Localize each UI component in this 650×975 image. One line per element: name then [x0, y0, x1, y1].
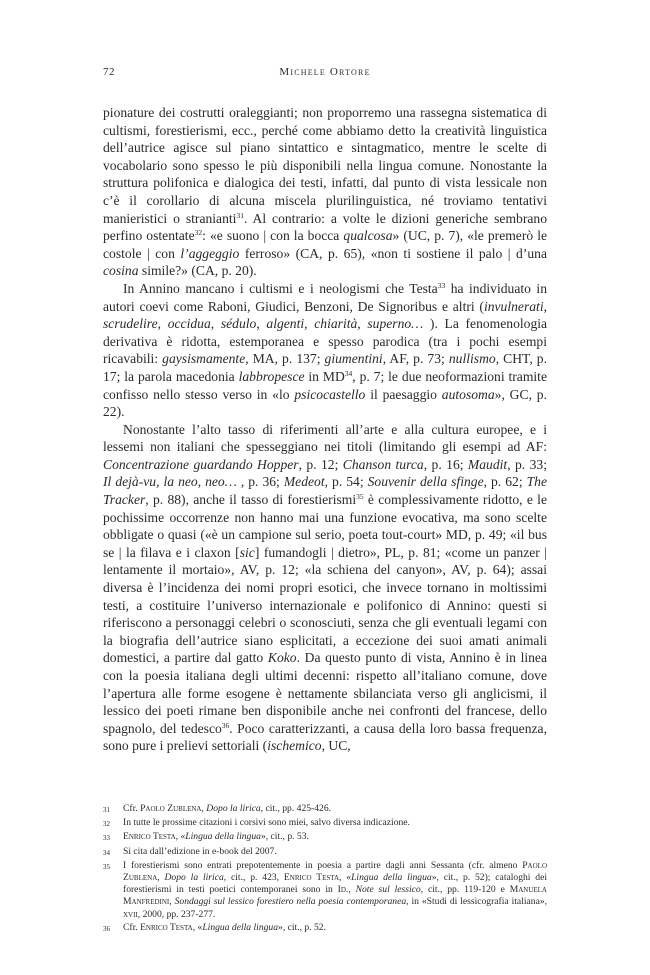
body-text	[103, 104, 547, 755]
italic-text: Dopo la lirica	[206, 803, 261, 814]
italic-text: Dopo la lirica	[164, 872, 224, 884]
text-fragment: ,	[304, 316, 315, 332]
text-fragment: , p. 36;	[236, 474, 284, 490]
italic-text: invulnerati	[483, 298, 544, 314]
text-fragment: , cit., pp. 119-120 e	[420, 884, 510, 896]
footnote-number: 34	[103, 848, 110, 857]
text-fragment: , UC,	[321, 738, 351, 754]
text-fragment: », GC, p. 22).	[103, 386, 547, 420]
footnote-reference[interactable]: 36	[221, 720, 230, 730]
text-fragment: ,	[256, 316, 267, 332]
footnote-reference[interactable]: 31	[236, 210, 244, 220]
italic-text: nullismo	[448, 351, 496, 367]
text-fragment: , p. 7; le due neoformazioni tramite confisso nello stesso verso in «lo	[103, 368, 547, 402]
page-number: 72	[103, 66, 115, 78]
italic-text: superno…	[367, 316, 424, 332]
italic-text: l’aggeggio	[180, 245, 240, 261]
text-fragment: », cit., p. 52.	[278, 921, 326, 933]
text-fragment: In tutte le prossime citazioni i corsivi sono miei, salvo diversa indicazione.	[123, 817, 410, 829]
footnote	[103, 831, 547, 844]
italic-text: qualcosa	[343, 228, 393, 244]
italic-text: labbropesce	[238, 368, 305, 384]
author-name: Enrico Testa	[283, 872, 340, 884]
text-fragment: ,	[543, 298, 547, 314]
text-fragment: », cit., p. 53.	[260, 831, 309, 843]
footnote-text	[123, 860, 547, 921]
footnote-number: 32	[103, 820, 110, 829]
text-fragment: , CHT, p. 17; la parola macedonia	[103, 351, 547, 384]
text-fragment: , p. 33;	[507, 456, 547, 472]
text-fragment: , 2000, pp. 237-277.	[137, 908, 216, 920]
text-fragment: , MA, p. 137;	[245, 351, 325, 367]
text-fragment: ferroso» (CA, p. 65), «non ti sostiene il palo | d’una	[239, 245, 547, 261]
text-fragment: . Poco caratterizzanti, a causa della loro bassa frequenza, sono pure i prelievi settoriali (	[103, 720, 547, 754]
text-fragment: ,	[348, 884, 356, 896]
running-head	[103, 66, 547, 82]
author-name: Paolo Zublena	[140, 803, 202, 814]
footnote-text	[123, 831, 547, 844]
italic-text: psicocastello	[294, 386, 366, 402]
footnote-number: 36	[103, 924, 110, 933]
text-fragment: , p. 54;	[324, 474, 368, 490]
text-fragment: pionature dei costrutti oraleggianti; non proporremo una rassegna sistematica di cultismi, forestierismi, ecc., perché come abbiamo detto la creatività linguistica dell’autrice agisce sul piano sintattico e sintagmatico, mentre le scelte di vocabolario sono spesso le più disponibili nella lingua comune. Nonostante la struttura polifonica e dialogica dei testi, infatti, dal punto di vista lessicale non c’è il corollario di alcuna miscela plurilinguistica, né troviamo tentativi manieristici o stranianti	[103, 105, 547, 226]
author-name: Enrico Testa	[123, 831, 176, 843]
italic-text: Concentrazione guardando Hopper	[103, 456, 299, 472]
author-name: Paolo Zublena	[123, 859, 547, 884]
text-fragment: I forestierismi sono entrati prepotentemente in poesia a partire dagli anni Sessanta (cfr. almeno	[123, 859, 523, 871]
italic-text: sédulo	[220, 316, 257, 332]
italic-text: algenti	[266, 316, 305, 332]
running-title: Michele Ortore	[279, 66, 371, 78]
footnote-reference[interactable]: 35	[356, 492, 364, 502]
italic-text: Koko	[267, 650, 297, 666]
italic-text: Note sul lessico	[355, 884, 421, 896]
italic-text: Lingua della lingua	[185, 831, 261, 843]
paragraph	[103, 421, 547, 755]
footnote-number: 35	[103, 862, 110, 871]
italic-text: gaysismamente	[162, 351, 246, 367]
text-fragment: , p. 62;	[483, 474, 527, 490]
text-fragment: , p. 12;	[298, 456, 343, 472]
text-fragment: Cfr.	[123, 921, 141, 933]
text-fragment: simile?» (CA, p. 20).	[138, 263, 257, 279]
footnote-number: 31	[103, 806, 110, 814]
italic-text: cosina	[103, 263, 139, 279]
text-fragment: in MD	[304, 368, 345, 384]
italic-text: Chanson turca	[342, 456, 424, 472]
text-fragment: ,	[201, 803, 207, 814]
italic-text: Lingua della lingua	[351, 872, 432, 884]
footnote-text	[123, 803, 547, 816]
text-fragment: Cfr.	[123, 803, 141, 814]
text-fragment: ,	[157, 872, 165, 884]
footnote-reference[interactable]: 34	[344, 368, 353, 378]
footnote	[103, 922, 547, 935]
text-fragment: Nonostante l’alto tasso di riferimenti all’arte e alla cultura europee, e i lessemi non italiani che spesseggiano nei titoli (limitando gli esempi ad AF:	[103, 421, 547, 455]
author-name: Enrico Testa	[140, 921, 193, 933]
text-fragment: ,	[210, 316, 221, 332]
text-fragment: », cit., p. 52); cataloghi dei forestierismi in testi poetici contemporanei sono in	[123, 872, 548, 896]
author-name: Id.	[337, 884, 349, 896]
italic-text: ischemico	[267, 738, 322, 754]
paragraph	[103, 280, 547, 421]
italic-text: The Tracker	[103, 474, 547, 508]
footnote-number: 33	[103, 834, 110, 843]
text-fragment: , «	[192, 921, 203, 933]
author-name: Manuela Manfredini	[123, 884, 547, 908]
text-fragment: , cit., p. 423,	[223, 872, 284, 884]
italic-text: Souvenir della sfinge	[367, 474, 484, 490]
footnote-text	[123, 846, 547, 859]
text-fragment: . Da questo punto di vista, Annino è in linea con la poesia italiana degli ultimi decenni: rispetto all’italiano comune, dove l’apertura alle forme esogene è nettamente sbilanciata verso gli anglicismi, il lessico dei poeti rimane ben disponibile anche nei confronti del francese, dello spagnolo, del tedesco	[103, 650, 547, 736]
text-fragment: In Annino mancano i cultismi e i neologismi che Testa	[123, 280, 438, 296]
footnote-text	[123, 922, 547, 935]
paragraph	[103, 104, 547, 280]
text-fragment: , p. 16;	[423, 456, 468, 472]
text-fragment: ,	[169, 896, 175, 908]
text-fragment: : «e suono | con la bocca	[202, 228, 344, 244]
italic-text: sic	[239, 544, 255, 560]
footnotes	[103, 803, 547, 936]
text-fragment: , p. 88), anche il tasso di forestierismi	[145, 492, 357, 508]
text-fragment: , «	[339, 872, 352, 884]
italic-text: Medeot	[283, 474, 325, 490]
text-fragment: , AF, p. 73;	[382, 351, 449, 367]
footnote	[103, 860, 547, 921]
footnote	[103, 803, 547, 816]
author-name: xvii	[123, 908, 138, 920]
italic-text: Maudit	[467, 456, 508, 472]
text-fragment: il paesaggio	[365, 386, 442, 402]
italic-text: Sondaggi sul lessico forestiero nella poesia contemporanea	[174, 896, 407, 908]
text-fragment: , «	[175, 831, 186, 843]
text-fragment: . Al contrario: a volte le dizioni generiche sembrano perfino ostentate	[103, 210, 547, 244]
text-fragment: ] fumandogli | dietro», PL, p. 81; «come un panzer | lentamente il mortaio», AV, p. 12; «la schiena del canyon», AV, p. 64); assai diversa è l’incidenza dei nomi propri esotici, che invece tornano in moltissimi testi, a costituire l’universo internazionale e polifonico di Annino: questi si riferiscono a personaggi celebri o sconosciuti, senza che gli eventuali legami con la biografia dell’autrice siano esplicitati, a eccezione dei suoi amati animali domestici, a partire dal gatto	[103, 544, 547, 666]
text-fragment: » (UC, p. 7), «le premerò le costole | con	[103, 228, 548, 261]
text-fragment: ,	[157, 316, 168, 332]
italic-text: giumentini	[324, 351, 383, 367]
italic-text: scrudelire	[103, 316, 158, 332]
text-fragment: , in «Studi di lessicografia italiana»,	[406, 896, 548, 908]
text-fragment: ). La fenomenologia derivativa è ridotta, estemporanea e spesso parodica (tra i pochi esempi ricavabili:	[103, 316, 548, 367]
italic-text: occidua	[167, 316, 211, 332]
text-fragment: ,	[357, 316, 368, 332]
footnote	[103, 846, 547, 859]
text-fragment: Si cita dall’edizione in e-book del 2007.	[123, 845, 277, 857]
footnote-text	[123, 817, 547, 830]
footnote	[103, 817, 547, 830]
italic-text: chiarità	[314, 316, 358, 332]
footnote-reference[interactable]: 32	[194, 228, 203, 238]
italic-text: Lingua della lingua	[202, 921, 279, 933]
italic-text: autosoma	[441, 386, 495, 402]
italic-text: Il dejà-vu, la neo, neo…	[103, 474, 237, 490]
text-fragment: è complessivamente ridotto, e le pochissime occorrenze non hanno mai una funzione evocativa, ma sono scelte obbligate o quasi («è un campione sul serio, poeta tout-court» MD, p. 49; «il bus se | la filava e i claxon [	[103, 492, 547, 560]
footnote-reference[interactable]: 33	[437, 280, 446, 290]
text-fragment: ha individuato in autori coevi come Raboni, Giudici, Benzoni, De Signoribus e altri (	[103, 280, 547, 314]
text-fragment: , cit., pp. 425-426.	[260, 803, 332, 814]
